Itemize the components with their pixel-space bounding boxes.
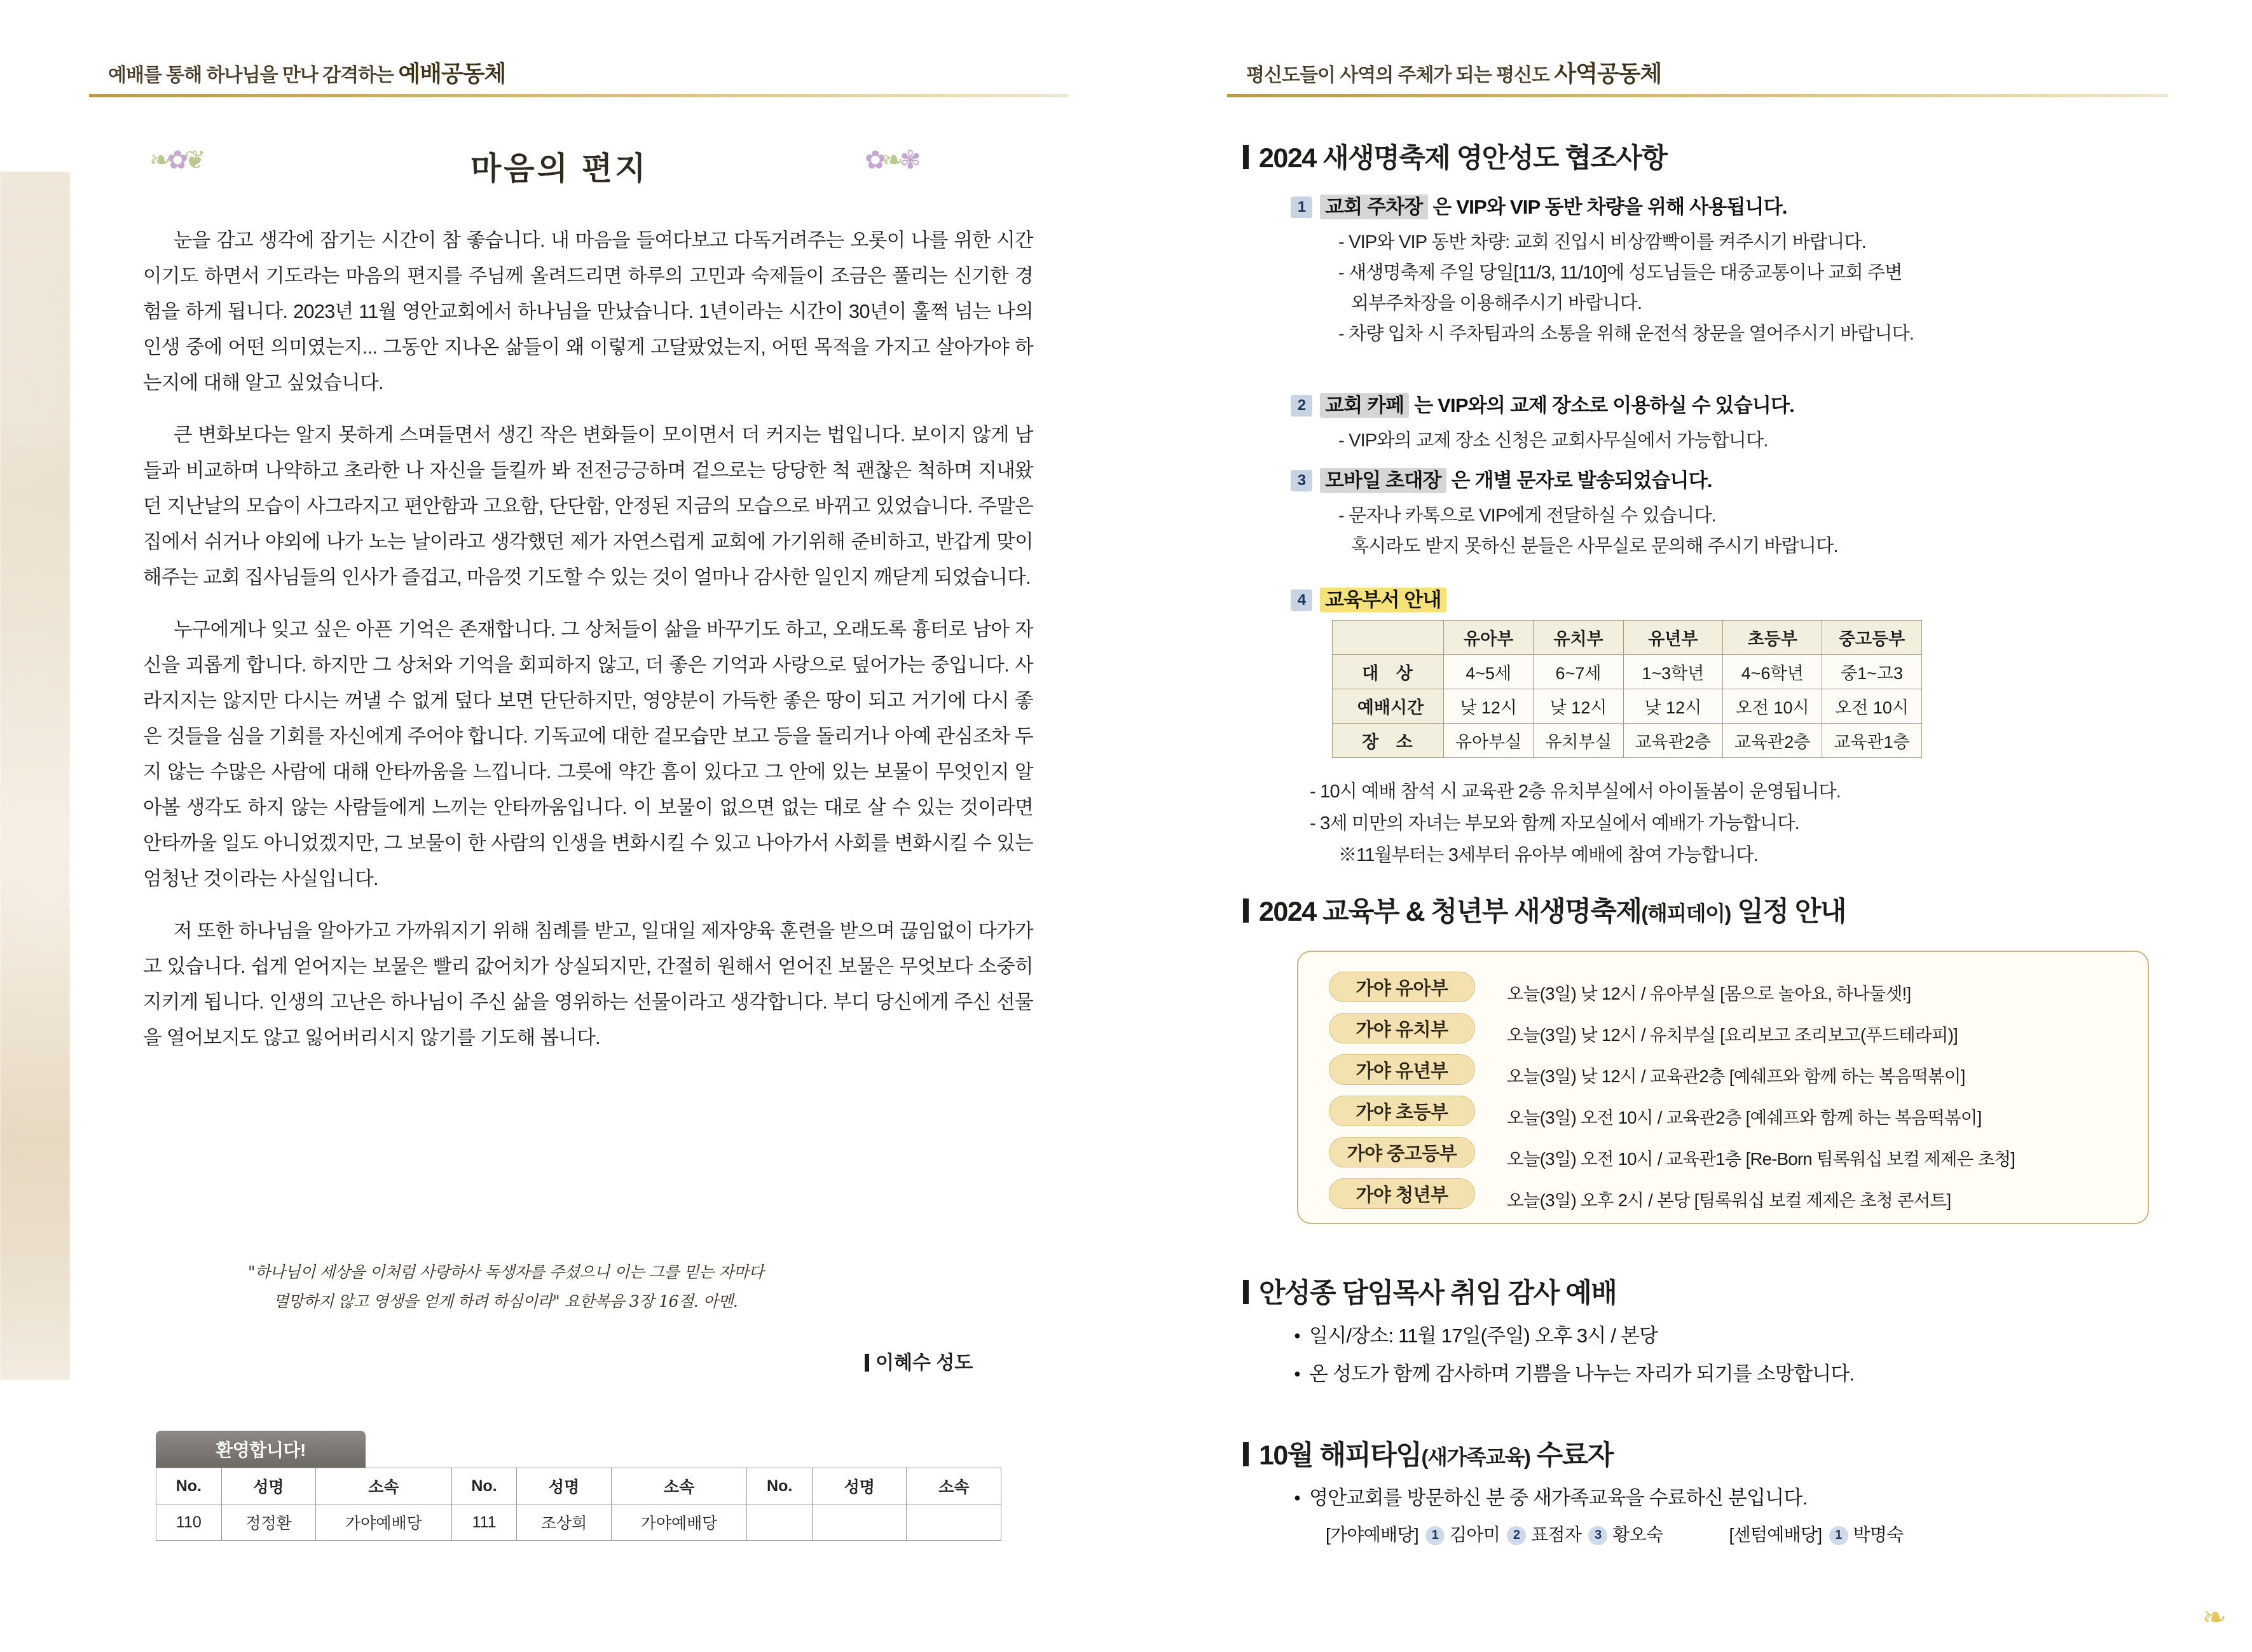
item-number-4: 4	[1291, 589, 1312, 611]
cell-no: 110	[156, 1504, 222, 1541]
cell-name: 정정환	[221, 1504, 315, 1541]
happyday-pill-junior: 가야 유년부	[1329, 1054, 1475, 1085]
edu-cell: 1~3학년	[1623, 655, 1722, 689]
section-bar-icon	[1243, 145, 1249, 169]
item-number-2: 2	[1291, 395, 1312, 416]
happyday-pill-middlehigh: 가야 중고등부	[1329, 1137, 1475, 1167]
section1-item-1	[1291, 191, 1787, 219]
section1-title-text: 2024 새생명축제 영안성도 협조사항	[1259, 143, 1667, 174]
graduate-number-1: 1	[1425, 1526, 1445, 1545]
leaf-ornament-icon: ❧	[2202, 1600, 2227, 1634]
letter-paragraph: 눈을 감고 생각에 잠기는 시간이 참 좋습니다. 내 마음을 들여다보고 다독거려주는 오롯이 나를 위한 시간이기도 하면서 기도라는 마음의 편지를 주님께 올려드리면 하루의 고민과 숙제들이 조금은 풀리는 신기한 경험을 하게 됩니다. 2023년 11월 영안교회에서 하나님을 만났습니다. 1년이라는 시간이 30년이 훌쩍 넘는 나의 인생 중에 어떤 의미였는지... 그동안 지나온 삶들이 왜 이렇게 고달팠었는지, 어떤 목적을 가지고 살아가야 하는지에 대해 알고 싶었습니다.	[143, 230, 1033, 394]
letter-paragraph: 큰 변화보다는 알지 못하게 스며들면서 생긴 작은 변화들이 모이면서 더 커지는 법입니다. 보이지 않게 남들과 비교하며 나약하고 초라한 나 자신을 들킬까 봐 전전긍긍하며 겉으로는 당당한 척 괜찮은 척하며 지내왔던 지난날의 모습이 사그라지고 편안함과 고요함, 단단함, 안정된 지금의 모습으로 바뀌고 있었습니다. 주말은 집에서 쉬거나 야외에 나가 노는 날이라고 생각했던 제가 자연스럽게 교회에 가기위해 준비하고, 반갑게 맞이해주는 교회 집사님들의 인사가 즐겁고, 마음껏 기도할 수 있는 것이 얼마나 감사한 일인지 깨닫게 되었습니다.	[143, 424, 1033, 588]
item-highlight-4: 교육부서 안내	[1320, 588, 1446, 612]
happyday-text-infant: 오늘(3일) 낮 12시 / 유아부실 [몸으로 놀아요, 하나둘셋!]	[1507, 984, 1911, 1003]
item-rest-1: 은 VIP와 VIP 동반 차량을 위해 사용됩니다.	[1427, 196, 1787, 218]
col-org-2: 소속	[611, 1468, 747, 1504]
edu-cell: 유아부실	[1444, 724, 1534, 758]
section1-item-2-sub-1: - VIP와의 교제 장소 신청은 교회사무실에서 가능합니다.	[1338, 430, 1768, 451]
item-highlight-1: 교회 주차장	[1320, 195, 1428, 219]
edu-cell: 오전 10시	[1723, 689, 1822, 724]
col-org-1: 소속	[316, 1468, 452, 1504]
graduates-group1-label: [가야예배당]	[1326, 1525, 1418, 1545]
section3-bullet-1: ● 일시/장소: 11월 17일(주일) 오후 3시 / 본당	[1294, 1319, 1658, 1348]
col-name-3: 성명	[813, 1468, 907, 1504]
table-row	[1333, 689, 1922, 724]
letter-author	[865, 1347, 973, 1375]
section3-bullet-2: ● 온 성도가 함께 감사하며 기쁨을 나누는 자리가 되기를 소망합니다.	[1294, 1358, 1854, 1386]
item-rest-3: 은 개별 문자로 발송되었습니다.	[1446, 469, 1712, 492]
col-no-2: No.	[451, 1468, 517, 1504]
edu-cell: 4~5세	[1444, 655, 1534, 689]
happyday-pill-infant: 가야 유아부	[1329, 972, 1475, 1002]
education-department-table	[1332, 620, 1922, 758]
section-bar-icon	[1243, 898, 1249, 923]
author-bar-icon	[865, 1354, 869, 1372]
cell-no: 111	[451, 1504, 517, 1541]
graduates-row	[1326, 1521, 1904, 1546]
flower-ornament-right-icon: ✿❧✾	[865, 146, 917, 174]
edu-row-place: 장 소	[1333, 724, 1444, 758]
edu-cell: 교육관2층	[1623, 724, 1722, 758]
letter-title: 마음의 편지	[470, 151, 649, 186]
edu-row-time: 예배시간	[1333, 689, 1444, 724]
happyday-pill-youth: 가야 청년부	[1329, 1178, 1475, 1209]
table-row	[156, 1504, 1001, 1541]
edu-cell: 중1~고3	[1822, 655, 1921, 689]
section2-title-main: 2024 교육부 & 청년부 새생명축제	[1259, 897, 1642, 927]
edu-cell: 낮 12시	[1534, 689, 1623, 724]
happyday-pill-elementary: 가야 초등부	[1329, 1096, 1475, 1126]
edu-cell: 교육관1층	[1822, 724, 1921, 758]
graduates-group2-label: [센텀예배당]	[1729, 1525, 1822, 1545]
letter-paragraph: 누구에게나 잊고 싶은 아픈 기억은 존재합니다. 그 상처들이 삶을 바꾸기도 하고, 오래도록 흉터로 남아 자신을 괴롭게 합니다. 하지만 그 상처와 기억을 회피하지 않고, 더 좋은 기억과 사랑으로 덮어가는 중입니다. 사라지지는 않지만 다시는 꺼낼 수 없게 덮다 보면 단단하지만, 영양분이 가득한 좋은 땅이 되고 거기에 다시 좋은 것들을 심을 기회를 자신에게 주어야 합니다. 기독교에 대한 겉모습만 보고 등을 돌리거나 아예 관심조차 두지 않는 수많은 사람에 대해 안타까움을 느낍니다. 그릇에 약간 흠이 있다고 그 안에 있는 보물이 무엇인지 알아볼 생각도 하지 않는 사람들에게 느끼는 안타까움입니다. 이 보물이 없으면 없는 대로 살 수 있는 것이라면 안타까울 일도 아니었겠지만, 그 보물이 한 사람의 인생을 변화시킬 수 있고 나아가서 사회를 변화시킬 수 있는 엄청난 것이라는 사실입니다.	[143, 619, 1033, 890]
section2-title	[1243, 890, 1846, 929]
col-name-2: 성명	[517, 1468, 611, 1504]
letter-body	[143, 223, 1033, 1072]
section4-title-main: 10월 해피타임	[1259, 1440, 1422, 1471]
section1-item-1-sub-3: 외부주차장을 이용해주시기 바랍니다.	[1351, 293, 1642, 313]
edu-col-middlehigh: 중고등부	[1822, 621, 1921, 655]
right-header-rule	[1227, 94, 2168, 97]
section1-item-1-sub-4: - 차량 입차 시 주차팀과의 소통을 위해 운전석 창문을 열어주시기 바랍니다.	[1338, 324, 1914, 344]
graduate-name-2: 표점자	[1531, 1525, 1582, 1545]
edu-note-1: - 10시 예배 참석 시 교육관 2층 유치부실에서 아이돌봄이 운영됩니다.	[1310, 781, 1841, 802]
section1-item-3-sub-1: - 문자나 카톡으로 VIP에게 전달하실 수 있습니다.	[1338, 506, 1716, 526]
author-name: 이혜수 성도	[875, 1353, 973, 1373]
item-rest-2: 는 VIP와의 교제 장소로 이용하실 수 있습니다.	[1409, 394, 1794, 416]
happyday-text-elementary: 오늘(3일) 오전 10시 / 교육관2층 [예쉐프와 함께 하는 복음떡볶이]	[1507, 1108, 1982, 1127]
edu-cell: 4~6학년	[1723, 655, 1822, 689]
cell-org: 가야예배당	[611, 1504, 747, 1541]
section1-title	[1243, 137, 1667, 176]
graduate-name-3: 황오숙	[1612, 1525, 1663, 1545]
section1-item-1-sub-2: - 새생명축제 주일 당일[11/3, 11/10]에 성도님들은 대중교통이나 교회 주변	[1338, 263, 1902, 283]
col-no-3: No.	[747, 1468, 813, 1504]
left-header-small: 예배를 통해 하나님을 만나 감격하는	[108, 65, 399, 86]
item-number-3: 3	[1291, 470, 1312, 492]
section1-item-1-sub-1: - VIP와 VIP 동반 차량: 교회 진입시 비상깜빡이를 켜주시기 바랍니다.	[1338, 232, 1866, 252]
table-row	[1333, 724, 1922, 758]
section3-title	[1243, 1272, 1616, 1311]
section2-title-tail: 일정 안내	[1730, 897, 1846, 927]
table-header-row	[1333, 621, 1922, 655]
col-org-3: 소속	[907, 1468, 1001, 1504]
section4-title-tail: 수료자	[1530, 1440, 1613, 1471]
col-no-1: No.	[156, 1468, 222, 1504]
item-highlight-2: 교회 카페	[1320, 393, 1409, 418]
edu-cell: 오전 10시	[1822, 689, 1921, 724]
edu-col-elementary: 초등부	[1723, 621, 1822, 655]
edu-cell: 유치부실	[1534, 724, 1623, 758]
section4-bullet: ● 영안교회를 방문하신 분 중 새가족교육을 수료하신 분입니다.	[1294, 1482, 1807, 1510]
left-column-header	[108, 56, 505, 88]
welcome-table	[156, 1468, 1001, 1541]
graduate-name-4: 박명숙	[1853, 1525, 1904, 1545]
table-row	[1333, 655, 1922, 689]
edu-col-infant: 유아부	[1444, 621, 1534, 655]
section-bar-icon	[1243, 1442, 1249, 1466]
edu-row-target: 대 상	[1333, 655, 1444, 689]
cell-org	[907, 1504, 1001, 1541]
happyday-text-youth: 오늘(3일) 오후 2시 / 본당 [팀록워십 보컬 제제은 초청 콘서트]	[1507, 1190, 1951, 1210]
edu-note-2: - 3세 미만의 자녀는 부모와 함께 자모실에서 예배가 가능합니다.	[1310, 813, 1799, 834]
section2-title-sub: (해피데이)	[1641, 902, 1731, 925]
item-highlight-3: 모바일 초대장	[1320, 468, 1446, 493]
graduate-number-4: 1	[1829, 1526, 1848, 1545]
cell-no	[747, 1504, 813, 1541]
right-header-big: 사역공동체	[1554, 60, 1662, 86]
edu-col-kinder: 유치부	[1534, 621, 1623, 655]
edu-cell: 낮 12시	[1444, 689, 1534, 724]
cell-org: 가야예배당	[316, 1504, 452, 1541]
right-header-small: 평신도들이 사역의 주체가 되는 평신도	[1246, 65, 1555, 86]
cell-name: 조상희	[517, 1504, 611, 1541]
section4-title-sub: (새가족교육)	[1421, 1445, 1530, 1469]
edu-cell: 교육관2층	[1723, 724, 1822, 758]
section1-item-3-sub-2: 혹시라도 받지 못하신 분들은 사무실로 문의해 주시기 바랍니다.	[1351, 536, 1838, 556]
graduate-number-3: 3	[1588, 1526, 1607, 1545]
section3-title-text: 안성종 담임목사 취임 감사 예배	[1259, 1278, 1617, 1309]
verse-line-2: 멸망하지 않고 영생을 얻게 하려 하심이라" 요한복음 3장 16절. 아멘.	[273, 1292, 738, 1311]
section1-item-4	[1291, 584, 1446, 612]
flower-ornament-left-icon: ❧✿❦	[149, 146, 202, 174]
section1-item-2	[1291, 389, 1794, 418]
graduate-name-1: 김아미	[1450, 1525, 1500, 1545]
col-name-1: 성명	[221, 1468, 315, 1504]
left-header-big: 예배공동체	[398, 60, 506, 86]
edu-note-3: ※11월부터는 3세부터 유아부 예배에 참여 가능합니다.	[1338, 845, 1758, 865]
table-header-row	[156, 1468, 1001, 1504]
section-bar-icon	[1243, 1280, 1249, 1304]
welcome-tab-label: 환영합니다!	[156, 1431, 366, 1468]
edu-col-junior: 유년부	[1623, 621, 1722, 655]
left-header-rule	[89, 94, 1068, 97]
happyday-text-middlehigh: 오늘(3일) 오전 10시 / 교육관1층 [Re-Born 팀록워십 보컬 제제은 초청]	[1507, 1149, 2015, 1169]
right-column-header	[1246, 56, 1661, 88]
happyday-text-junior: 오늘(3일) 낮 12시 / 교육관2층 [예쉐프와 함께 하는 복음떡볶이]	[1507, 1066, 1965, 1086]
cell-name	[813, 1504, 907, 1541]
edu-cell: 6~7세	[1534, 655, 1623, 689]
edu-cell: 낮 12시	[1623, 689, 1722, 724]
edu-col-blank	[1333, 621, 1444, 655]
verse-line-1: "하나님이 세상을 이처럼 사랑하사 독생자를 주셨으니 이는 그를 믿는 자마다	[248, 1263, 764, 1281]
graduate-number-2: 2	[1507, 1526, 1526, 1545]
bible-verse	[248, 1258, 947, 1316]
section4-title	[1243, 1434, 1613, 1473]
happyday-pill-kinder: 가야 유치부	[1329, 1013, 1475, 1043]
letter-paragraph: 저 또한 하나님을 알아가고 가까워지기 위해 침례를 받고, 일대일 제자양육 훈련을 받으며 끊임없이 다가가고 있습니다. 쉽게 얻어지는 보물은 빨리 값어치가 상실되지만, 간절히 원해서 얻어진 보물은 무엇보다 소중히 지키게 됩니다. 인생의 고난은 하나님이 주신 삶을 영위하는 선물이라고 생각합니다. 부디 당신에게 주신 선물을 열어보지도 않고 잃어버리시지 않기를 기도해 봅니다.	[143, 920, 1033, 1049]
section1-item-3	[1291, 464, 1712, 493]
happyday-text-kinder: 오늘(3일) 낮 12시 / 유치부실 [요리보고 조리보고(푸드테라피)]	[1507, 1025, 1958, 1045]
item-number-1: 1	[1291, 196, 1312, 218]
